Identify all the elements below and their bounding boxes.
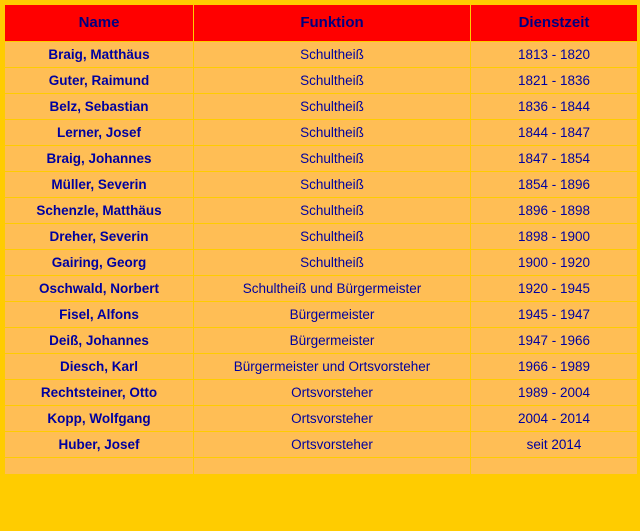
table-row (5, 68, 637, 93)
cell-name: Guter, Raimund (5, 68, 193, 93)
cell-dienstzeit: 1947 - 1966 (471, 328, 637, 353)
column-header-funktion: Funktion (194, 5, 470, 41)
table-row (5, 120, 637, 145)
cell-dienstzeit: 1898 - 1900 (471, 224, 637, 249)
table-row (5, 354, 637, 379)
table-row (5, 328, 637, 353)
table-row (5, 432, 637, 457)
cell-name: Rechtsteiner, Otto (5, 380, 193, 405)
cell-empty (471, 458, 637, 474)
cell-name: Braig, Johannes (5, 146, 193, 171)
cell-empty (194, 458, 470, 474)
cell-dienstzeit: 1844 - 1847 (471, 120, 637, 145)
cell-funktion: Schultheiß (194, 224, 470, 249)
header-row (5, 5, 637, 41)
cell-funktion: Schultheiß und Bürgermeister (194, 276, 470, 301)
cell-funktion: Schultheiß (194, 250, 470, 275)
cell-funktion: Schultheiß (194, 120, 470, 145)
cell-dienstzeit: 2004 - 2014 (471, 406, 637, 431)
table-row (5, 406, 637, 431)
cell-funktion: Ortsvorsteher (194, 406, 470, 431)
table-row (5, 250, 637, 275)
cell-dienstzeit: 1813 - 1820 (471, 42, 637, 67)
cell-funktion: Schultheiß (194, 94, 470, 119)
cell-funktion: Bürgermeister (194, 302, 470, 327)
table-row-empty (5, 458, 637, 474)
table-row (5, 276, 637, 301)
cell-name: Müller, Severin (5, 172, 193, 197)
cell-dienstzeit: 1966 - 1989 (471, 354, 637, 379)
table-row (5, 302, 637, 327)
table-row (5, 42, 637, 67)
table-row (5, 380, 637, 405)
cell-dienstzeit: 1920 - 1945 (471, 276, 637, 301)
cell-funktion: Ortsvorsteher (194, 380, 470, 405)
column-header-name: Name (5, 5, 193, 41)
cell-funktion: Schultheiß (194, 68, 470, 93)
cell-name: Fisel, Alfons (5, 302, 193, 327)
cell-dienstzeit: 1945 - 1947 (471, 302, 637, 327)
officials-table (4, 4, 638, 475)
table-body (5, 42, 637, 474)
cell-funktion: Schultheiß (194, 172, 470, 197)
cell-name: Dreher, Severin (5, 224, 193, 249)
cell-dienstzeit: 1836 - 1844 (471, 94, 637, 119)
cell-funktion: Bürgermeister (194, 328, 470, 353)
cell-name: Lerner, Josef (5, 120, 193, 145)
cell-funktion: Bürgermeister und Ortsvorsteher (194, 354, 470, 379)
cell-dienstzeit: 1896 - 1898 (471, 198, 637, 223)
column-header-dienstzeit: Dienstzeit (471, 5, 637, 41)
cell-funktion: Ortsvorsteher (194, 432, 470, 457)
cell-funktion: Schultheiß (194, 146, 470, 171)
cell-name: Gairing, Georg (5, 250, 193, 275)
cell-name: Schenzle, Matthäus (5, 198, 193, 223)
cell-funktion: Schultheiß (194, 42, 470, 67)
table-row (5, 198, 637, 223)
cell-dienstzeit: 1821 - 1836 (471, 68, 637, 93)
cell-name: Braig, Matthäus (5, 42, 193, 67)
cell-name: Kopp, Wolfgang (5, 406, 193, 431)
cell-name: Oschwald, Norbert (5, 276, 193, 301)
cell-empty (5, 458, 193, 474)
cell-dienstzeit: 1989 - 2004 (471, 380, 637, 405)
cell-name: Huber, Josef (5, 432, 193, 457)
cell-name: Deiß, Johannes (5, 328, 193, 353)
cell-name: Diesch, Karl (5, 354, 193, 379)
table-row (5, 172, 637, 197)
cell-dienstzeit: 1854 - 1896 (471, 172, 637, 197)
table-row (5, 94, 637, 119)
table-row (5, 146, 637, 171)
cell-dienstzeit: 1847 - 1854 (471, 146, 637, 171)
cell-dienstzeit: 1900 - 1920 (471, 250, 637, 275)
table-header (5, 5, 637, 41)
cell-funktion: Schultheiß (194, 198, 470, 223)
cell-dienstzeit: seit 2014 (471, 432, 637, 457)
table-row (5, 224, 637, 249)
cell-name: Belz, Sebastian (5, 94, 193, 119)
